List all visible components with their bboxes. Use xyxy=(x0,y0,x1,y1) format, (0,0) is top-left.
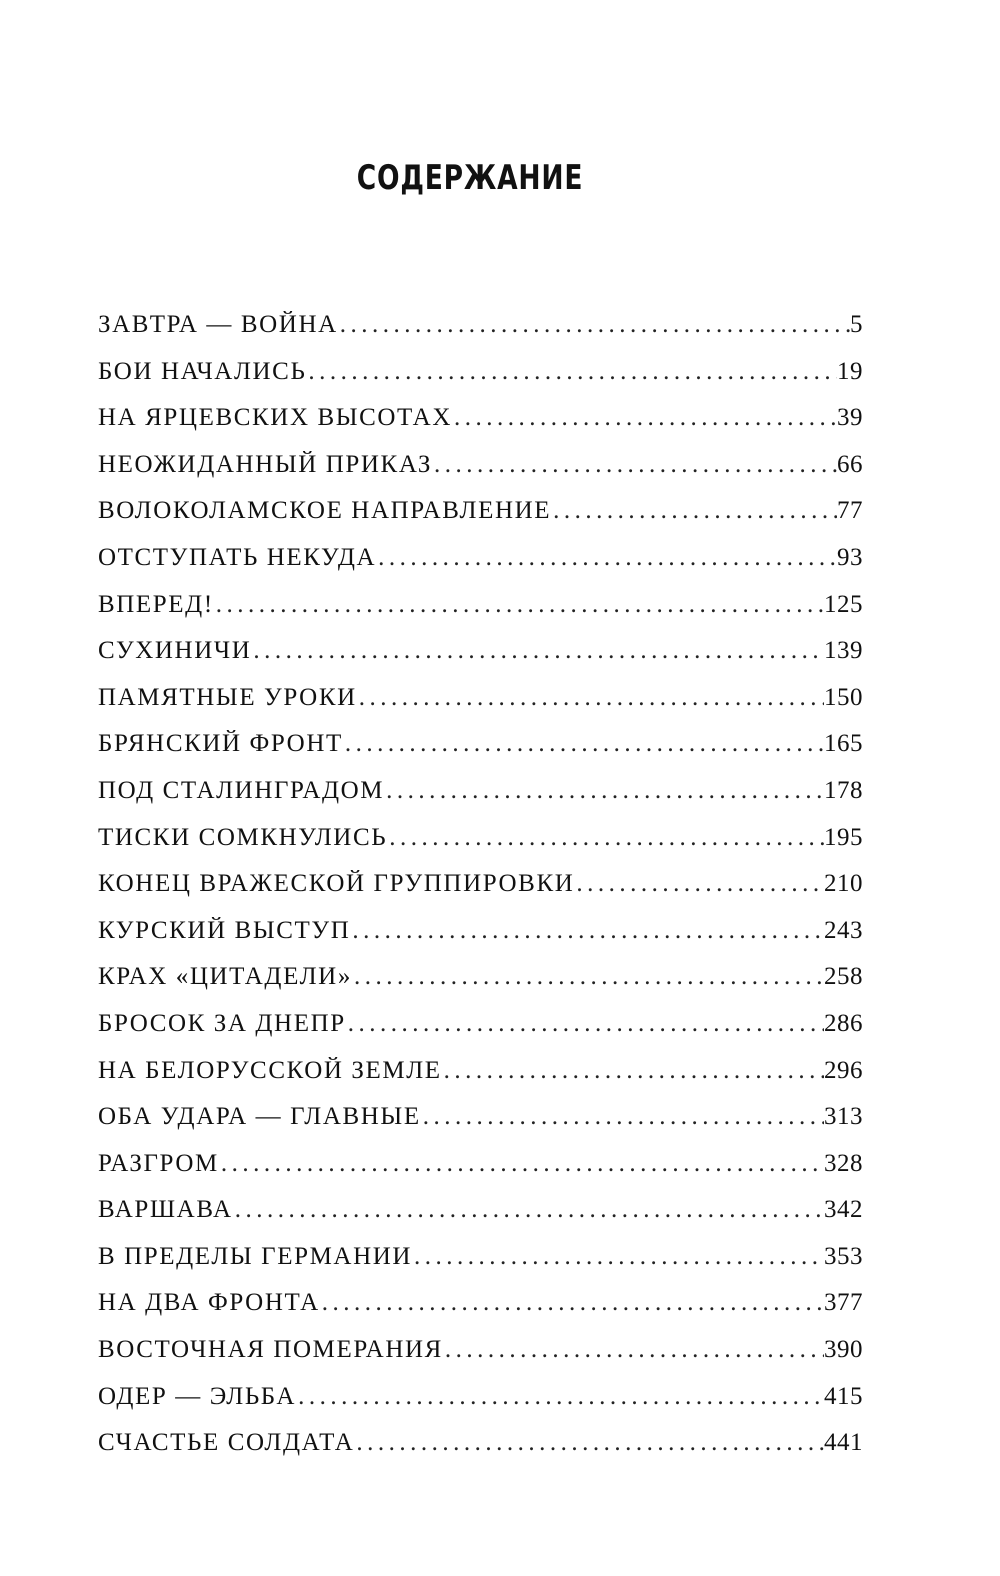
toc-entry xyxy=(98,1196,863,1243)
toc-entry xyxy=(98,777,863,824)
toc-entry-title: БОИ НАЧАЛИСЬ xyxy=(98,357,307,385)
dot-leader xyxy=(452,404,837,432)
dot-leader xyxy=(376,544,837,572)
toc-entry xyxy=(98,963,863,1010)
toc-entry xyxy=(98,311,863,358)
toc-entry-title: НА ДВА ФРОНТА xyxy=(98,1289,320,1317)
toc-entry-title: ВПЕРЕД! xyxy=(98,590,214,618)
toc-entry-title: ПОД СТАЛИНГРАДОМ xyxy=(98,776,385,804)
toc-entry-title: ВОЛОКОЛАМСКОЕ НАПРАВЛЕНИЕ xyxy=(98,497,552,525)
toc-entry xyxy=(98,358,863,405)
dot-leader xyxy=(306,358,837,386)
toc-entry-page-number: 258 xyxy=(824,963,863,991)
table-of-contents xyxy=(98,311,863,1476)
toc-entry xyxy=(98,917,863,964)
dot-leader xyxy=(352,963,824,991)
toc-entry xyxy=(98,824,863,871)
toc-entry-page-number: 296 xyxy=(824,1056,863,1084)
dot-leader xyxy=(443,1336,824,1364)
dot-leader xyxy=(320,1289,824,1317)
dot-leader xyxy=(343,730,824,758)
dot-leader xyxy=(384,777,824,805)
toc-entry-title: НА ЯРЦЕВСКИХ ВЫСОТАХ xyxy=(98,404,452,432)
toc-entry-title: РАЗГРОМ xyxy=(98,1149,219,1177)
dot-leader xyxy=(296,1383,824,1411)
toc-entry-page-number: 243 xyxy=(824,916,863,944)
toc-entry-page-number: 66 xyxy=(837,450,863,478)
toc-entry-page-number: 5 xyxy=(850,311,863,338)
toc-entry-page-number: 286 xyxy=(824,1009,863,1037)
dot-leader xyxy=(551,497,837,525)
toc-entry-title: ВОСТОЧНАЯ ПОМЕРАНИЯ xyxy=(98,1336,443,1364)
toc-entry xyxy=(98,1243,863,1290)
toc-entry xyxy=(98,1057,863,1104)
dot-leader xyxy=(412,1243,824,1271)
toc-entry-title: ОДЕР — ЭЛЬБА xyxy=(98,1382,297,1410)
toc-entry xyxy=(98,637,863,684)
toc-entry-page-number: 415 xyxy=(824,1382,863,1410)
toc-entry-page-number: 150 xyxy=(824,683,863,711)
toc-entry-page-number: 195 xyxy=(824,823,863,851)
toc-entry-title: ОБА УДАРА — ГЛАВНЫЕ xyxy=(98,1103,421,1131)
toc-entry-page-number: 441 xyxy=(824,1429,863,1457)
toc-entry-page-number: 342 xyxy=(824,1196,863,1224)
toc-entry-page-number: 39 xyxy=(837,404,863,432)
toc-entry xyxy=(98,404,863,451)
toc-entry xyxy=(98,591,863,638)
dot-leader xyxy=(219,1150,824,1178)
toc-entry-page-number: 210 xyxy=(824,870,863,898)
toc-entry-page-number: 19 xyxy=(837,357,863,385)
toc-entry xyxy=(98,1289,863,1336)
page-title: СОДЕРЖАНИЕ xyxy=(356,158,584,198)
dot-leader xyxy=(346,1010,824,1038)
toc-entry-page-number: 328 xyxy=(824,1149,863,1177)
toc-entry xyxy=(98,1010,863,1057)
toc-entry-title: ВАРШАВА xyxy=(98,1196,233,1224)
dot-leader xyxy=(421,1103,824,1131)
dot-leader xyxy=(214,591,824,619)
toc-entry xyxy=(98,1150,863,1197)
toc-entry-title: КОНЕЦ ВРАЖЕСКОЙ ГРУППИРОВКИ xyxy=(98,870,575,898)
toc-entry-page-number: 125 xyxy=(824,590,863,618)
dot-leader xyxy=(350,917,824,945)
dot-leader xyxy=(354,1429,824,1457)
toc-entry-title: КУРСКИЙ ВЫСТУП xyxy=(98,916,351,944)
toc-entry-page-number: 390 xyxy=(824,1336,863,1364)
toc-entry-title: БРОСОК ЗА ДНЕПР xyxy=(98,1009,346,1037)
toc-entry-page-number: 313 xyxy=(824,1103,863,1131)
dot-leader xyxy=(387,824,824,852)
toc-entry-title: ЗАВТРА — ВОЙНА xyxy=(98,311,338,338)
toc-entry xyxy=(98,1103,863,1150)
toc-entry xyxy=(98,684,863,731)
toc-entry-page-number: 165 xyxy=(824,730,863,758)
toc-entry-title: В ПРЕДЕЛЫ ГЕРМАНИИ xyxy=(98,1242,413,1270)
toc-entry xyxy=(98,730,863,777)
toc-entry-page-number: 139 xyxy=(824,637,863,665)
toc-entry-title: НА БЕЛОРУССКОЙ ЗЕМЛЕ xyxy=(98,1056,442,1084)
toc-entry-title: ОТСТУПАТЬ НЕКУДА xyxy=(98,543,377,571)
dot-leader xyxy=(432,451,837,479)
dot-leader xyxy=(442,1057,824,1085)
toc-entry xyxy=(98,544,863,591)
toc-entry-page-number: 353 xyxy=(824,1242,863,1270)
toc-entry-title: ПАМЯТНЫЕ УРОКИ xyxy=(98,683,357,711)
toc-entry-title: ТИСКИ СОМКНУЛИСЬ xyxy=(98,823,388,851)
toc-entry xyxy=(98,497,863,544)
toc-entry-page-number: 77 xyxy=(837,497,863,525)
toc-entry-page-number: 377 xyxy=(824,1289,863,1317)
dot-leader xyxy=(233,1196,824,1224)
toc-entry-page-number: 93 xyxy=(837,543,863,571)
toc-entry-title: НЕОЖИДАННЫЙ ПРИКАЗ xyxy=(98,450,432,478)
toc-entry xyxy=(98,451,863,498)
dot-leader xyxy=(357,684,824,712)
toc-entry-title: БРЯНСКИЙ ФРОНТ xyxy=(98,730,343,758)
toc-entry xyxy=(98,1336,863,1383)
toc-entry-title: КРАХ «ЦИТАДЕЛИ» xyxy=(98,963,352,991)
dot-leader xyxy=(574,870,824,898)
dot-leader xyxy=(338,311,850,339)
dot-leader xyxy=(251,637,824,665)
toc-entry xyxy=(98,870,863,917)
toc-entry-title: СЧАСТЬЕ СОЛДАТА xyxy=(98,1429,355,1457)
toc-entry-page-number: 178 xyxy=(824,776,863,804)
toc-entry xyxy=(98,1383,863,1430)
toc-entry-title: СУХИНИЧИ xyxy=(98,637,252,665)
toc-entry xyxy=(98,1429,863,1476)
